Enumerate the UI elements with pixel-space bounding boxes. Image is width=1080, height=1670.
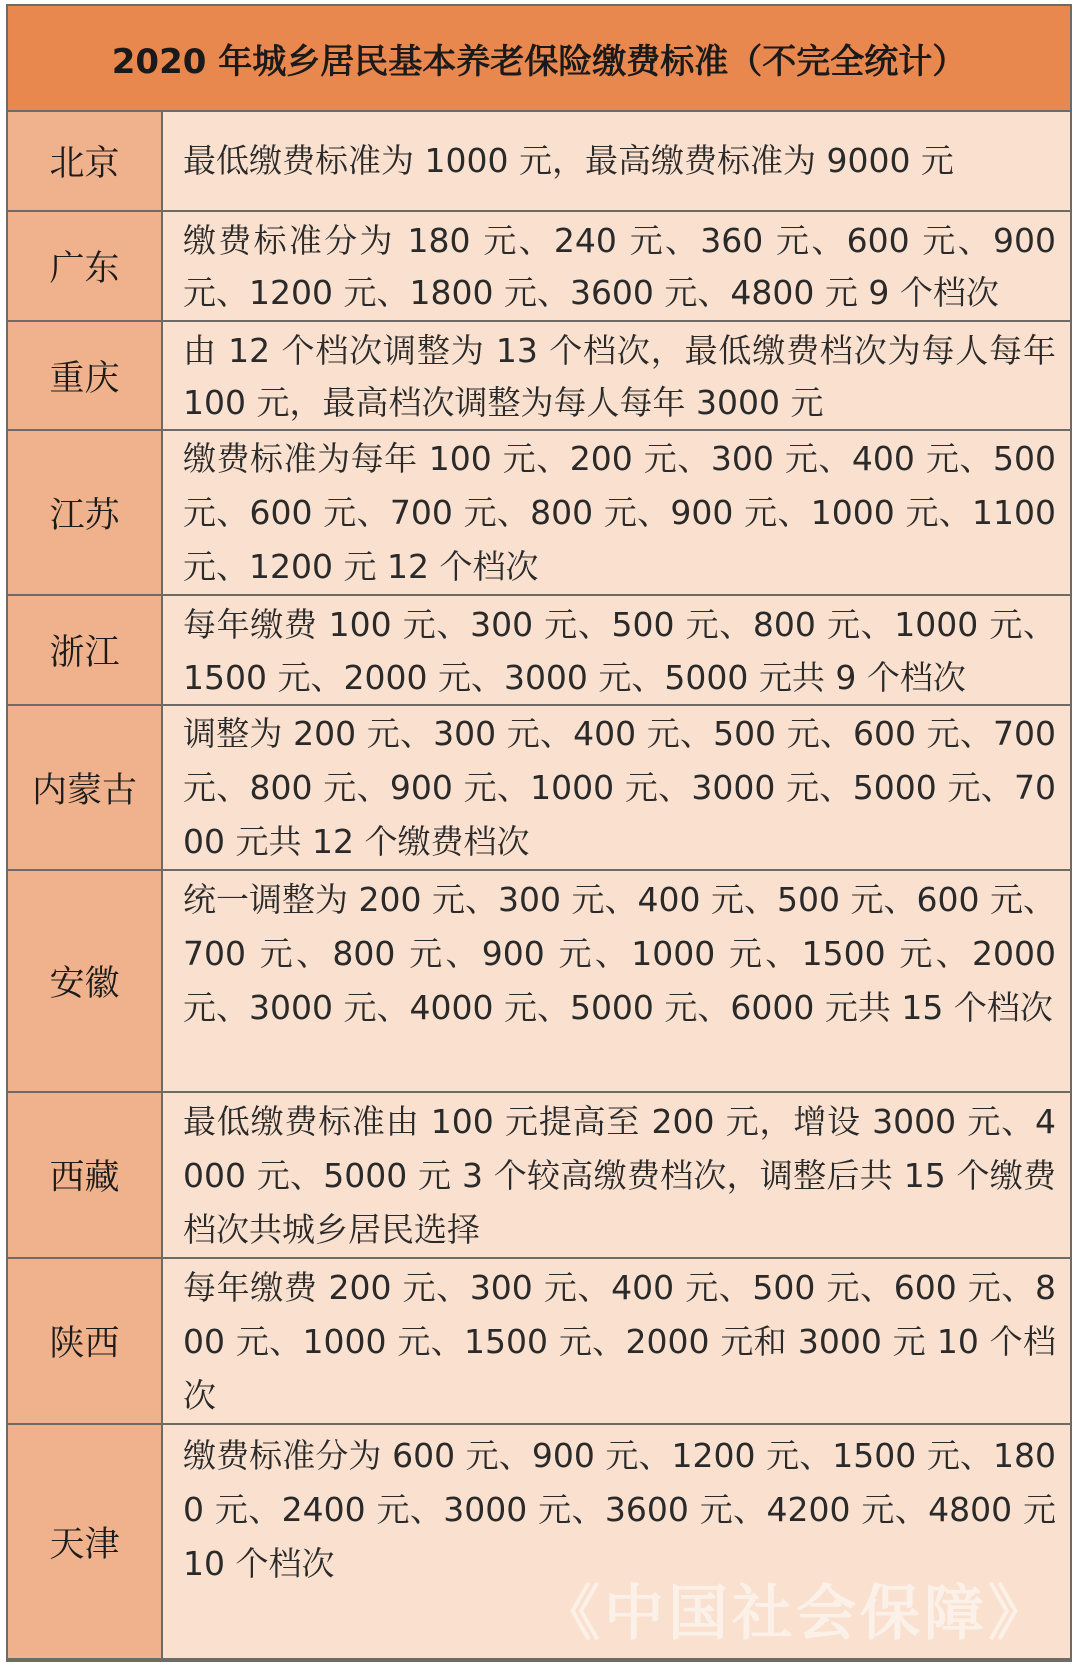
region-cell: 西藏 xyxy=(8,1093,163,1257)
region-cell: 陕西 xyxy=(8,1259,163,1423)
region-cell: 重庆 xyxy=(8,322,163,429)
region-cell: 安徽 xyxy=(8,871,163,1091)
standard-cell: 调整为 200 元、300 元、400 元、500 元、600 元、700 元、800 元、900 元、1000 元、3000 元、5000 元、7000 元共 12 个缴费档次 xyxy=(163,706,1070,869)
region-cell: 广东 xyxy=(8,212,163,320)
region-cell: 北京 xyxy=(8,112,163,210)
table-row xyxy=(8,212,1070,322)
table-row xyxy=(8,112,1070,212)
table-row xyxy=(8,1093,1070,1259)
table-row xyxy=(8,871,1070,1093)
standard-cell: 缴费标准分为 180 元、240 元、360 元、600 元、900 元、1200 元、1800 元、3600 元、4800 元 9 个档次 xyxy=(163,212,1070,320)
table-title: 2020 年城乡居民基本养老保险缴费标准（不完全统计） xyxy=(111,41,967,82)
standard-cell: 由 12 个档次调整为 13 个档次，最低缴费档次为每人每年 100 元，最高档次调整为每人每年 3000 元 xyxy=(163,322,1070,429)
standard-cell: 最低缴费标准由 100 元提高至 200 元，增设 3000 元、4000 元、5000 元 3 个较高缴费档次，调整后共 15 个缴费档次共城乡居民选择 xyxy=(163,1093,1070,1257)
table-row xyxy=(8,1425,1070,1660)
standard-cell: 缴费标准为每年 100 元、200 元、300 元、400 元、500 元、600 元、700 元、800 元、900 元、1000 元、1100 元、1200 元 12 个档次 xyxy=(163,431,1070,594)
table-row xyxy=(8,322,1070,431)
pension-table xyxy=(6,4,1072,1662)
standard-cell: 缴费标准分为 600 元、900 元、1200 元、1500 元、1800 元、2400 元、3000 元、3600 元、4200 元、4800 元 10 个档次 xyxy=(163,1425,1070,1658)
standard-cell: 每年缴费 100 元、300 元、500 元、800 元、1000 元、1500 元、2000 元、3000 元、5000 元共 9 个档次 xyxy=(163,596,1070,704)
table-row xyxy=(8,1259,1070,1425)
standard-cell: 最低缴费标准为 1000 元，最高缴费标准为 9000 元 xyxy=(163,112,1070,210)
standard-cell: 每年缴费 200 元、300 元、400 元、500 元、600 元、800 元、1000 元、1500 元、2000 元和 3000 元 10 个档次 xyxy=(163,1259,1070,1423)
table-row xyxy=(8,431,1070,596)
region-cell: 天津 xyxy=(8,1425,163,1658)
region-cell: 浙江 xyxy=(8,596,163,704)
table-row xyxy=(8,596,1070,706)
table-row xyxy=(8,706,1070,871)
region-cell: 江苏 xyxy=(8,431,163,594)
watermark: 《中国社会保障》 xyxy=(540,1579,1052,1649)
table-title-bar xyxy=(8,6,1070,112)
standard-cell: 统一调整为 200 元、300 元、400 元、500 元、600 元、700 元、800 元、900 元、1000 元、1500 元、2000 元、3000 元、4000 元、5000 元、6000 元共 15 个档次 xyxy=(163,871,1070,1091)
region-cell: 内蒙古 xyxy=(8,706,163,869)
